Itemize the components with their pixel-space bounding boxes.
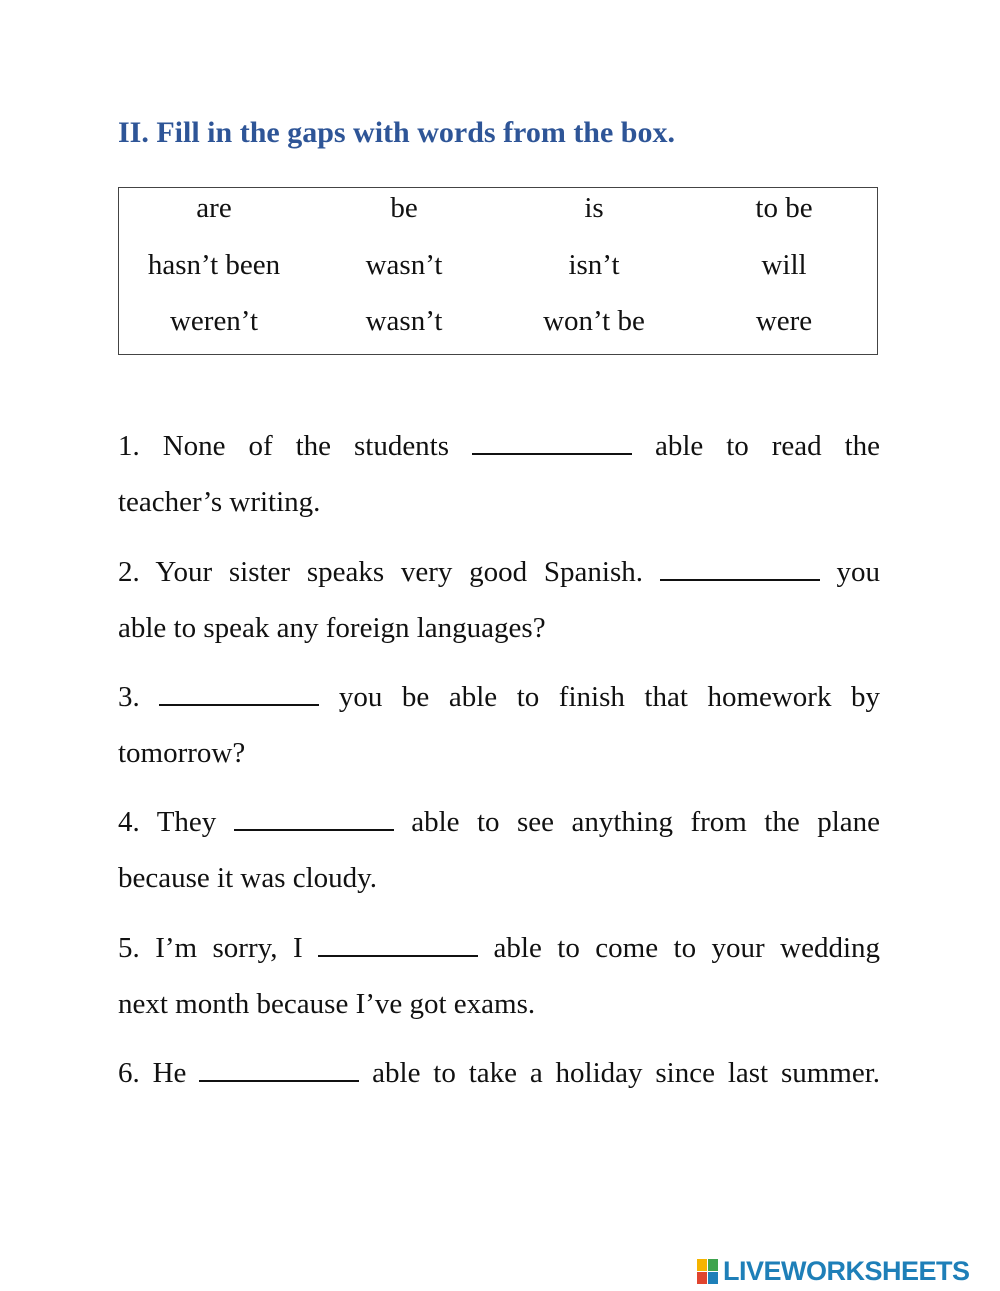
question-text: 4. They — [118, 806, 217, 838]
logo-text: LIVEWORKSHEETS — [723, 1256, 970, 1286]
word-option: wasn’t — [365, 249, 443, 281]
word-option: are — [196, 192, 232, 224]
question-line — [118, 1045, 880, 1101]
question-line — [118, 418, 880, 474]
question-line: able to speak any foreign languages? — [118, 612, 546, 644]
word-option: is — [584, 192, 604, 224]
word-option: won’t be — [543, 305, 645, 337]
answer-blank[interactable] — [234, 803, 394, 831]
question-2 — [118, 544, 880, 656]
question-text: you be able to finish that homework by — [338, 681, 880, 713]
question-6 — [118, 1045, 880, 1101]
question-text: able to come to your wedding — [493, 932, 880, 964]
word-box-row — [119, 301, 877, 341]
exercise-title: II. Fill in the gaps with words from the box. — [118, 116, 675, 149]
question-text: 3. — [118, 681, 140, 713]
word-option: be — [390, 192, 418, 224]
word-option: isn’t — [568, 249, 620, 281]
question-text: able to see anything from the plane — [411, 806, 880, 838]
word-box-row — [119, 245, 877, 285]
question-text: 6. He — [118, 1057, 187, 1089]
word-box — [118, 187, 878, 355]
question-line: because it was cloudy. — [118, 862, 378, 894]
question-1 — [118, 418, 880, 530]
answer-blank[interactable] — [159, 678, 319, 706]
word-option: to be — [755, 192, 813, 224]
word-option: were — [755, 305, 813, 337]
word-option: wasn’t — [365, 305, 443, 337]
word-option: weren’t — [169, 305, 259, 337]
question-line: tomorrow? — [118, 737, 246, 769]
question-line — [118, 920, 880, 976]
question-line: next month because I’ve got exams. — [118, 988, 536, 1020]
question-text: able to read the — [654, 430, 880, 462]
liveworksheets-logo-icon — [697, 1259, 719, 1285]
answer-blank[interactable] — [660, 553, 820, 581]
question-4 — [118, 794, 880, 906]
answer-blank[interactable] — [472, 427, 632, 455]
answer-blank[interactable] — [199, 1054, 359, 1082]
word-option: will — [761, 249, 807, 281]
question-text: 1. None of the students — [118, 430, 450, 462]
question-line: teacher’s writing. — [118, 486, 321, 518]
question-line — [118, 669, 880, 725]
question-5 — [118, 920, 880, 1032]
word-option: hasn’t been — [147, 249, 281, 281]
question-text: 5. I’m sorry, I — [118, 932, 303, 964]
word-box-row — [119, 188, 877, 228]
liveworksheets-logo[interactable] — [697, 1256, 970, 1287]
question-text: 2. Your sister speaks very good Spanish. — [118, 556, 643, 588]
question-line — [118, 794, 880, 850]
question-3 — [118, 669, 880, 781]
question-text: able to take a holiday since last summer. — [372, 1057, 880, 1089]
answer-blank[interactable] — [318, 929, 478, 957]
question-line — [118, 544, 880, 600]
question-text: you — [836, 556, 880, 588]
